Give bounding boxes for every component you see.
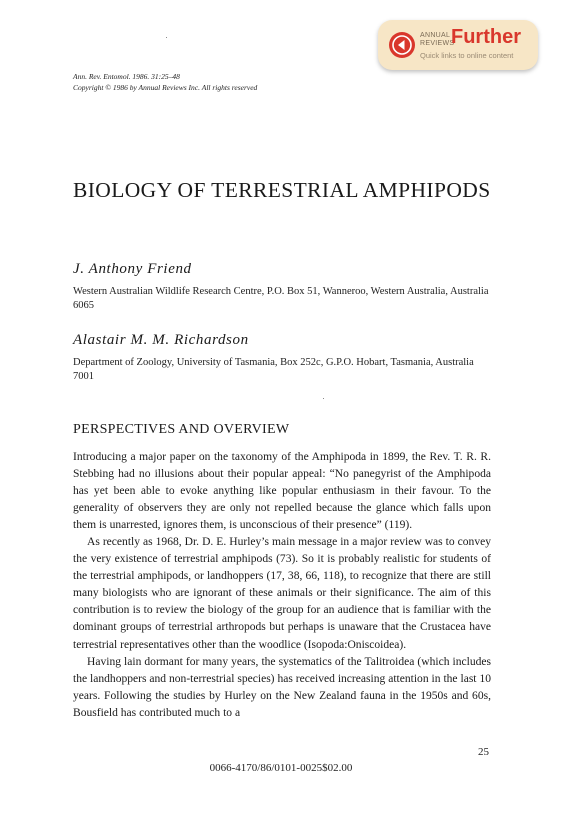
badge-annual-label: ANNUAL — [420, 32, 451, 39]
body-paragraph: As recently as 1968, Dr. D. E. Hurley’s main message in a major review was to convey the very existence of terrestrial amphipods (73). So it is probably realistic for students of the terrestrial amphipods, or landhoppers (17, 38, 66, 118), to recognize that there are still many biologists who are ignorant of these animals or their significance. The aim of this contribution is to review the biology of the group for an audience that is familiar with the dominant groups of terrestrial arthropods but perhaps is unaware that the Crustacea have terrestrial representatives other than the woodlice (Isopoda:Oniscoidea). — [73, 536, 491, 651]
page-number: 25 — [478, 746, 489, 758]
print-speck — [166, 37, 167, 38]
badge-subtitle: Quick links to online content — [420, 51, 514, 60]
author-affiliation: Department of Zoology, University of Tasmania, Box 252c, G.P.O. Hobart, Tasmania, Australia 7001 — [73, 357, 474, 382]
body-paragraph: Having lain dormant for many years, the systematics of the Talitroidea (which includes the landhoppers and non-terrestrial species) has received increasing attention in the last 10 years. Following the studies by Hurley on the New Zealand fauna in the 1950s and 60s, Bousfield has contributed much to a — [73, 655, 491, 719]
article-body — [73, 449, 491, 722]
section-heading: PERSPECTIVES AND OVERVIEW — [73, 422, 290, 437]
annual-reviews-further-badge[interactable] — [378, 20, 538, 70]
journal-citation: Ann. Rev. Entomol. 1986. 31:25–48 — [73, 72, 180, 81]
badge-reviews-label: REVIEWS — [420, 40, 455, 47]
author-name: J. Anthony Friend — [73, 261, 192, 277]
print-speck — [323, 398, 324, 399]
badge-further-logo: Further — [451, 26, 521, 48]
article-title: BIOLOGY OF TERRESTRIAL AMPHIPODS — [73, 178, 491, 202]
journal-copyright: Copyright © 1986 by Annual Reviews Inc. All rights reserved — [73, 83, 258, 92]
copyright-code: 0066-4170/86/0101-0025$02.00 — [209, 762, 353, 774]
arrow-left-icon — [389, 32, 415, 58]
author-name: Alastair M. M. Richardson — [73, 332, 249, 348]
author-affiliation: Western Australian Wildlife Research Centre, P.O. Box 51, Wanneroo, Western Australia, Australia 6065 — [73, 286, 489, 311]
body-paragraph: Introducing a major paper on the taxonomy of the Amphipoda in 1899, the Rev. T. R. R. Stebbing had no illusions about their popular appeal: “No panegyrist of the Amphipoda has yet been able to evoke anything like popular enthusiasm in their favour. To the generality of observers they are only not repelled because the glance which falls upon them is unarrested, ignores them, is unconscious of their presence” (119). — [73, 451, 491, 532]
